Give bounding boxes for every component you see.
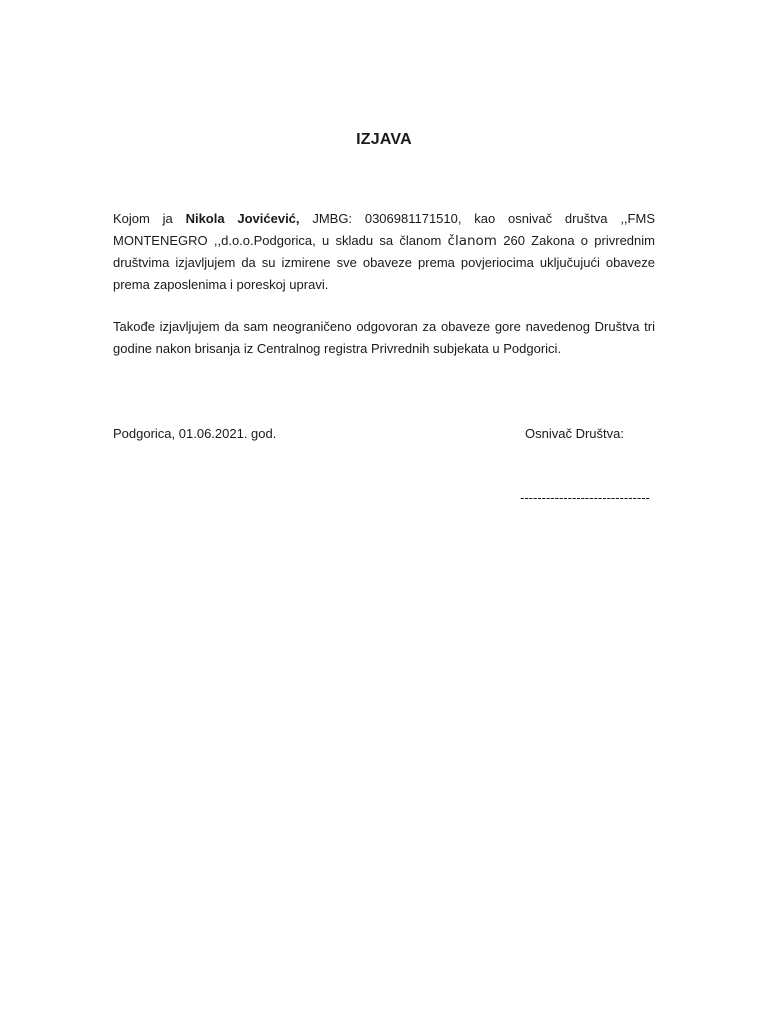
intro-text: Kojom ja	[113, 211, 186, 226]
declarant-name: Nikola Jovićević,	[185, 211, 300, 226]
alt-font-word: članom	[447, 233, 497, 249]
signature-line: ------------------------------	[520, 490, 650, 505]
document-title: IZJAVA	[356, 131, 412, 148]
declaration-text-end: 260 Zakona o privrednim društvima izjavljujem da su izmirene sve obaveze prema povjeriocima uključujući obaveze prema zaposlenima i poreskoj upravi.	[113, 233, 655, 292]
founder-signature-label: Osnivač Društva:	[525, 426, 624, 441]
liability-paragraph: Takođe izjavljujem da sam neograničeno odgovoran za obaveze gore navedenog Društva tri godine nakon brisanja iz Centralnog registra Privrednih subjekata u Podgorici.	[113, 319, 655, 356]
place-and-date: Podgorica, 01.06.2021. god.	[113, 426, 277, 441]
declaration-text-middle: JMBG: 0306981171510, kao osnivač društva ,,FMS MONTENEGRO ,,d.o.o.Podgorica, u skladu sa članom	[113, 211, 655, 248]
declaration-paragraph	[113, 208, 655, 296]
